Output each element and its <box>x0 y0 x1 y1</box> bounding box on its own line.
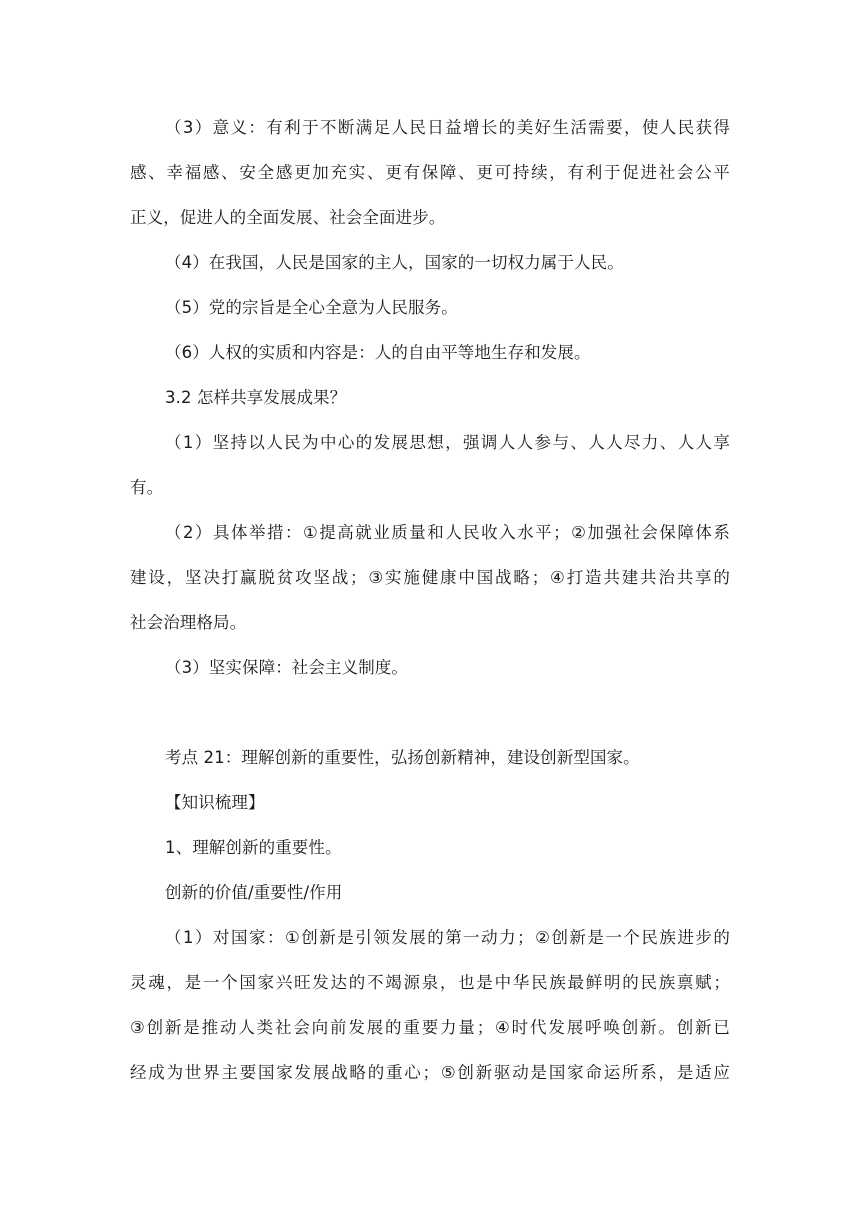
paragraph-line: （1）对国家：①创新是引领发展的第一动力；②创新是一个民族进步的 <box>165 928 730 947</box>
paragraph-line: 感、幸福感、安全感更加充实、更有保障、更可持续，有利于促进社会公平 <box>130 163 730 182</box>
paragraph-line: 灵魂，是一个国家兴旺发达的不竭源泉，也是中华民族最鲜明的民族禀赋； <box>130 973 730 992</box>
section-heading: 3.2 怎样共享发展成果？ <box>165 388 347 407</box>
paragraph-line: （3）坚实保障：社会主义制度。 <box>165 658 408 677</box>
paragraph-line: 创新的价值/重要性/作用 <box>165 883 343 902</box>
paragraph-line: 经成为世界主要国家发展战略的重心；⑤创新驱动是国家命运所系，是适应 <box>130 1063 730 1082</box>
paragraph-line: ③创新是推动人类社会向前发展的重要力量；④时代发展呼唤创新。创新已 <box>130 1018 730 1037</box>
paragraph-line: （2）具体举措：①提高就业质量和人民收入水平；②加强社会保障体系 <box>165 523 730 542</box>
paragraph-line: （5）党的宗旨是全心全意为人民服务。 <box>165 298 458 317</box>
section-heading: 考点 21：理解创新的重要性，弘扬创新精神，建设创新型国家。 <box>165 748 640 767</box>
section-heading: 1、理解创新的重要性。 <box>165 838 342 857</box>
section-heading: 【知识梳理】 <box>165 793 265 812</box>
paragraph-line: （1）坚持以人民为中心的发展思想，强调人人参与、人人尽力、人人享 <box>165 433 730 452</box>
paragraph-line: 正义，促进人的全面发展、社会全面进步。 <box>130 208 446 227</box>
paragraph-line: 社会治理格局。 <box>130 613 247 632</box>
paragraph-line: 有。 <box>130 478 164 497</box>
paragraph-line: （3）意义：有利于不断满足人民日益增长的美好生活需要，使人民获得 <box>165 118 730 137</box>
paragraph-line: 建设，坚决打赢脱贫攻坚战；③实施健康中国战略；④打造共建共治共享的 <box>130 568 730 587</box>
paragraph-line: （6）人权的实质和内容是：人的自由平等地生存和发展。 <box>165 343 591 362</box>
paragraph-line: （4）在我国，人民是国家的主人，国家的一切权力属于人民。 <box>165 253 624 272</box>
